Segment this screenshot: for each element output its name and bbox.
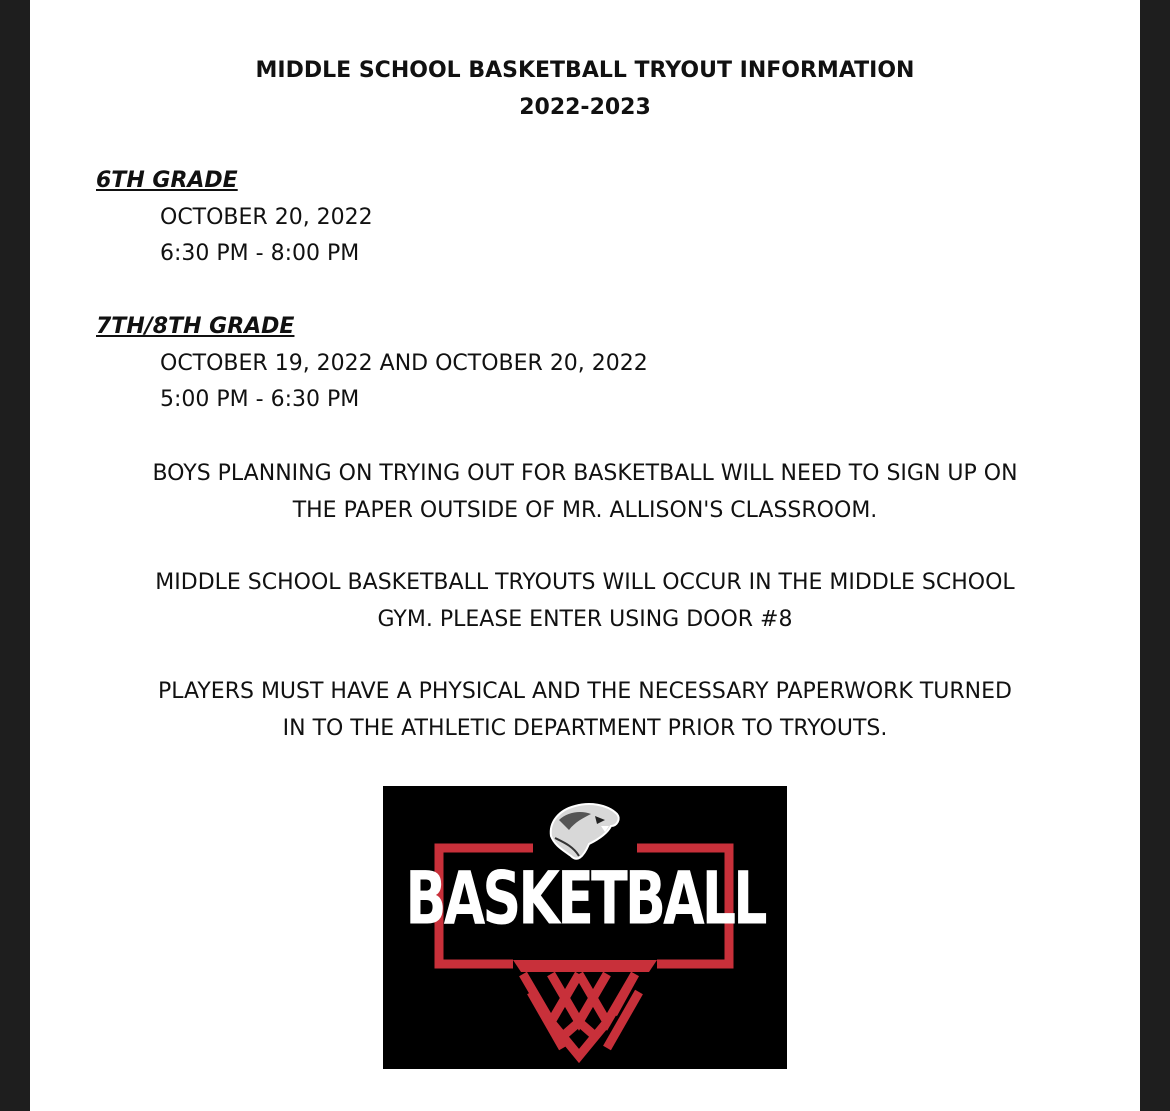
- signup-paragraph: [70, 455, 1100, 529]
- panther-head-icon: [551, 804, 619, 859]
- physical-paragraph: [70, 673, 1100, 747]
- grade-6-date: OCTOBER 20, 2022: [160, 205, 373, 230]
- location-line-1: MIDDLE SCHOOL BASKETBALL TRYOUTS WILL OCCUR IN THE MIDDLE SCHOOL: [155, 570, 1015, 595]
- physical-line-2: IN TO THE ATHLETIC DEPARTMENT PRIOR TO TRYOUTS.: [282, 716, 888, 741]
- grade-6-time: 6:30 PM - 8:00 PM: [160, 241, 360, 266]
- grade-7-8-time: 5:00 PM - 6:30 PM: [160, 387, 360, 412]
- location-line-2: GYM. PLEASE ENTER USING DOOR #8: [377, 607, 793, 632]
- grade-7-8-date: OCTOBER 19, 2022 AND OCTOBER 20, 2022: [160, 351, 648, 376]
- grade-6-heading: 6TH GRADE: [96, 168, 238, 193]
- logo-text: BASKETBALL: [405, 856, 765, 942]
- signup-line-2: THE PAPER OUTSIDE OF MR. ALLISON'S CLASSROOM.: [292, 498, 878, 523]
- document-year: 2022-2023: [519, 95, 651, 120]
- grade-7-8-heading: 7TH/8TH GRADE: [96, 314, 295, 339]
- physical-line-1: PLAYERS MUST HAVE A PHYSICAL AND THE NECESSARY PAPERWORK TURNED: [158, 679, 1012, 704]
- location-paragraph: [70, 564, 1100, 638]
- signup-line-1: BOYS PLANNING ON TRYING OUT FOR BASKETBALL WILL NEED TO SIGN UP ON: [152, 461, 1018, 486]
- basketball-logo: [383, 786, 787, 1069]
- document-title: MIDDLE SCHOOL BASKETBALL TRYOUT INFORMATION: [255, 58, 915, 83]
- document-page: [30, 0, 1140, 1111]
